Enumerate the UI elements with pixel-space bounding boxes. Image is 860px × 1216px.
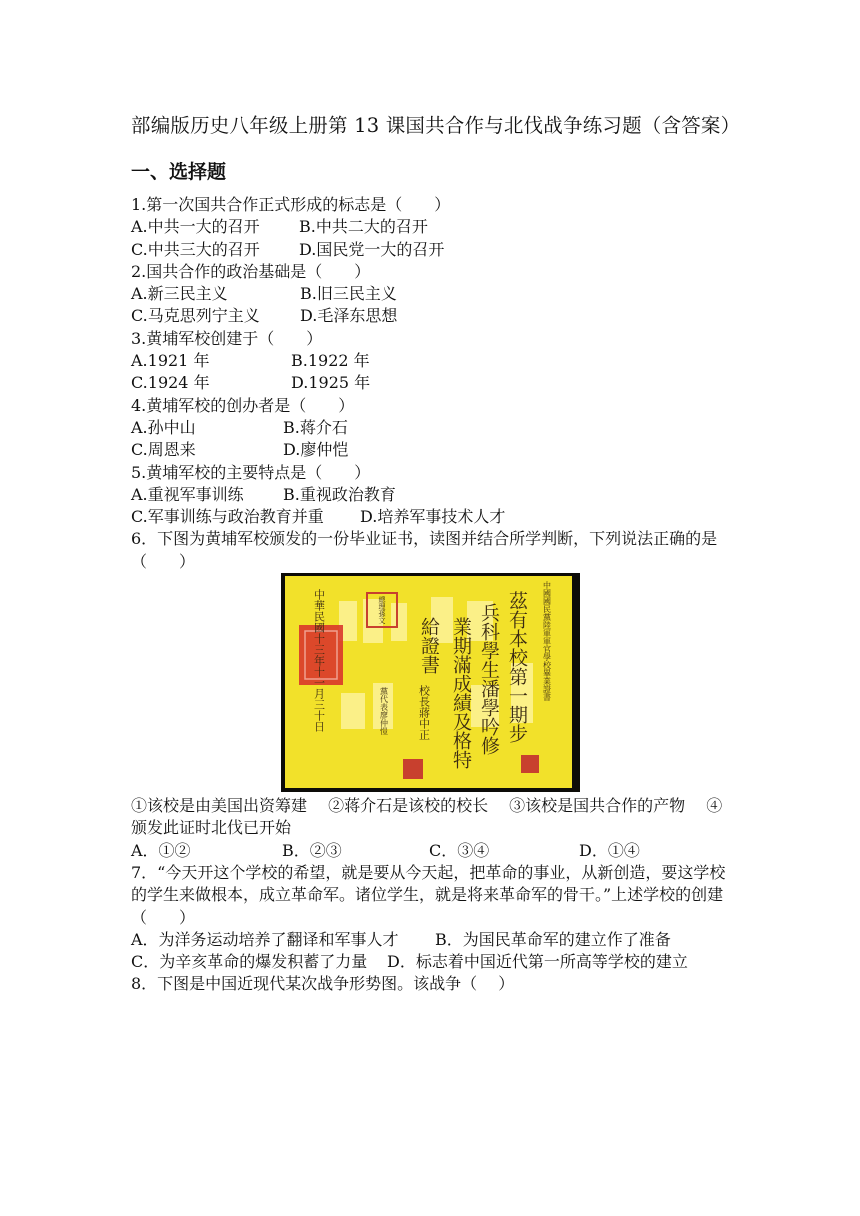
option-row [131,840,741,862]
option-a: A．①② [131,840,191,860]
option-b: B.中共二大的召开 [299,217,428,237]
document-title: 部编版历史八年级上册第 13 课国共合作与北伐战争练习题（含答案） [131,114,741,137]
certificate-col3: 業期滿成績及格特 [450,617,472,770]
option-b: B.重视政治教育 [283,484,396,504]
option-c: C.周恩来 [131,440,196,460]
option-row [131,417,741,439]
certificate-col2: 兵科學生潘學吟修 [478,603,500,756]
option-d: D.1925 年 [291,373,371,393]
option-row [131,484,741,506]
small-seal [521,755,539,773]
option-d: D．①④ [579,840,640,860]
question-stem: 6．下图为黄埔军校颁发的一份毕业证书，读图并结合所学判断，下列说法正确的是（ ） [131,529,718,571]
option-b: B．为国民革命军的建立作了准备 [435,929,671,949]
question-stem: 8．下图是中国近现代某次战争形势图。该战争（ ） [131,974,515,994]
certificate-seal-text: 總理孫文 [378,596,386,625]
certificate-col1: 茲有本校第一期步 [506,591,528,744]
option-b: B.旧三民主义 [300,284,397,304]
option-a: A.孙中山 [131,417,196,437]
question-stem: 4.黄埔军校的创办者是（ ） [131,395,355,415]
figure-holder [131,573,741,795]
question-stem: 1.第一次国共合作正式形成的标志是（ ） [131,195,451,214]
option-b: B．②③ [282,840,342,860]
option-c: C.军事训练与政治教育并重 [131,507,324,527]
option-d: D.毛泽东思想 [300,306,398,326]
option-b: B.蒋介石 [283,417,348,437]
certificate-rep: 黨代表廖仲愷 [379,687,389,736]
certificate-header: 中國國民黨陸軍軍官學校畢業證書 [542,581,552,702]
option-row [131,929,741,951]
option-row [131,350,741,372]
question-stem: 5.黄埔军校的主要特点是（ ） [131,462,371,482]
question-stem: 3.黄埔军校创建于（ ） [131,328,323,348]
option-row [131,239,741,261]
question-stem: 7．“今天开这个学校的希望，就是要从今天起，把革命的事业，从新创造，要这学校的学生来做根本，成立革命军。诸位学生，就是将来革命军的骨干。”上述学校的创建（ ） [131,862,726,927]
certificate-principal: 校長蔣中正 [417,685,431,741]
question-list [131,194,741,996]
section-heading: 一、选择题 [131,161,227,183]
certificate-col4: 給證書 [418,617,440,675]
option-d: D．标志着中国近代第一所高等学校的建立 [387,952,688,972]
small-seal [403,759,423,779]
graduation-certificate-image [281,573,580,792]
option-row [131,283,741,305]
certificate-drawing [281,573,580,792]
option-row [131,216,741,238]
option-c: C.中共三大的召开 [131,239,260,259]
option-a: A.新三民主义 [131,284,228,304]
option-c: C.马克思列宁主义 [131,306,260,326]
option-row [131,951,741,973]
option-c: C．③④ [429,840,490,860]
option-c: C．为辛亥革命的爆发积蓄了力量 [131,952,368,972]
option-a: A.中共一大的召开 [131,217,260,237]
option-row [131,506,741,528]
option-row [131,439,741,461]
option-b: B.1922 年 [291,351,370,371]
option-row [131,305,741,327]
option-d: D.廖仲恺 [283,440,349,460]
option-a: A.重视军事训练 [131,484,244,504]
option-d: D.国民党一大的召开 [299,239,445,259]
question-stem: 2.国共合作的政治基础是（ ） [131,261,371,281]
option-a: A．为洋务运动培养了翻译和军事人才 [131,929,399,949]
statement-list: ①该校是由美国出资筹建 ②蒋介石是该校的校长 ③该校是国共合作的产物 ④颁发此证时北伐已开始 [131,796,723,838]
certificate-date: 中華民國十三年十一月三十日 [312,589,326,733]
option-d: D.培养军事技术人才 [360,507,506,527]
option-c: C.1924 年 [131,373,210,393]
option-a: A.1921 年 [131,351,210,371]
option-row [131,372,741,394]
